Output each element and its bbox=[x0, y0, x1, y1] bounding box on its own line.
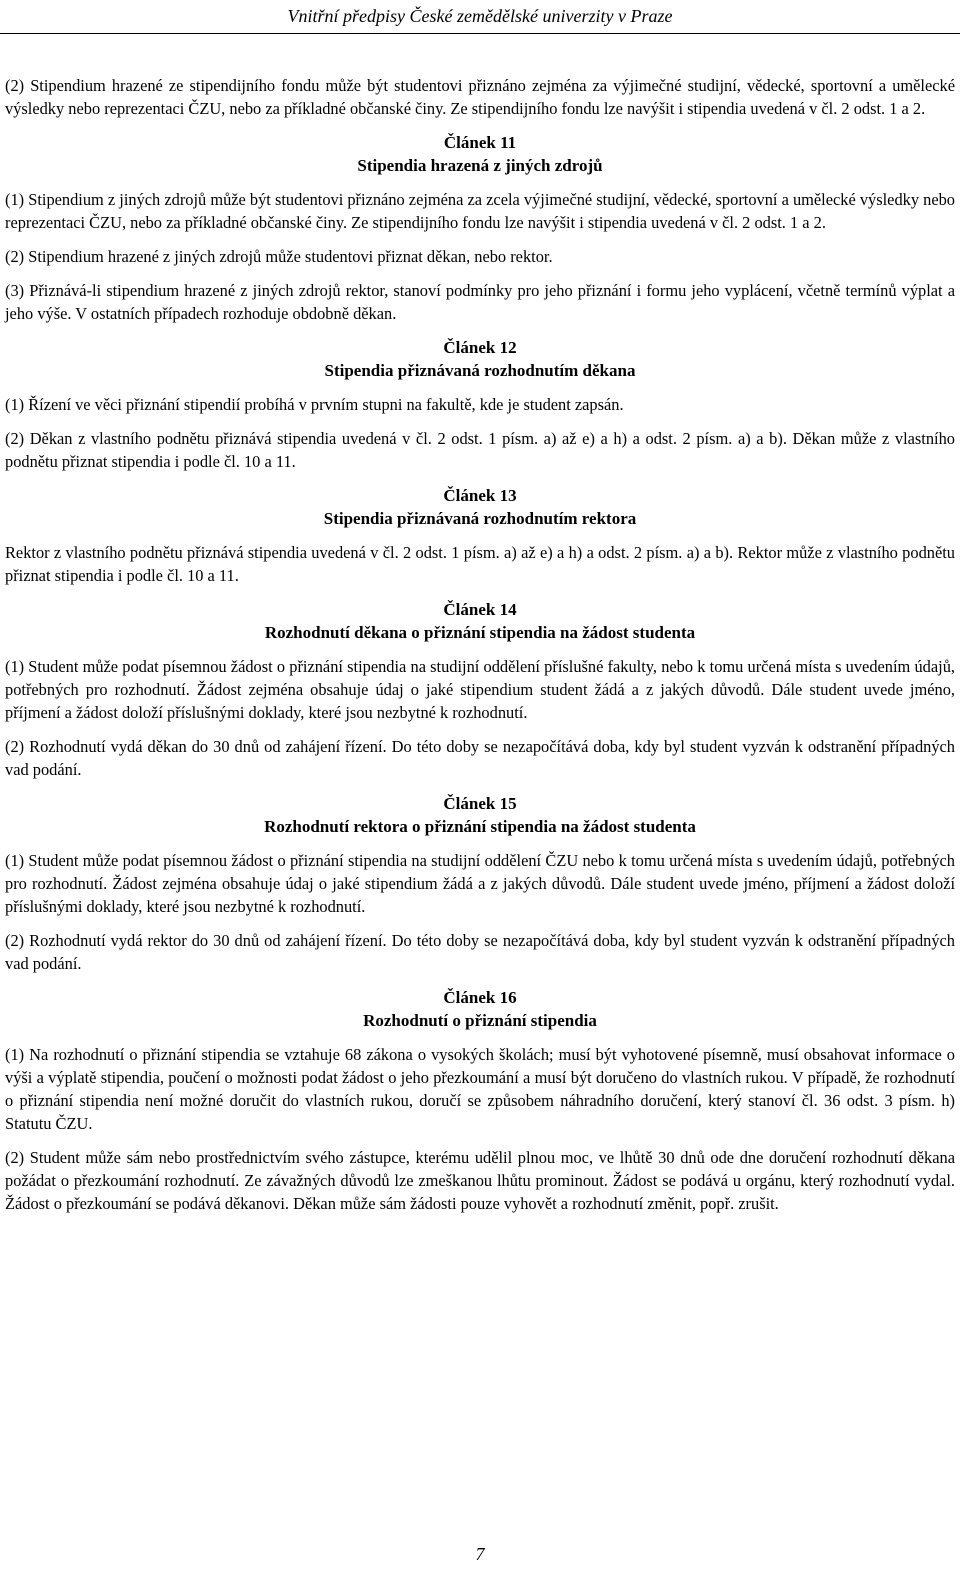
article-number: Článek 15 bbox=[443, 794, 517, 813]
article-title: Rozhodnutí o přiznání stipendia bbox=[363, 1011, 597, 1030]
paragraph: (1) Student může podat písemnou žádost o přiznání stipendia na studijní oddělení ČZU nebo k tomu určená místa s uvedením údajů, potřebných pro rozhodnutí. Žádost zejména obsahuje údaj o jaké stipendium žádá a z jakých důvodů. Dále student uvede jméno, příjmení a žádost doloží příslušnými doklady, které jsou nezbytné k rozhodnutí. bbox=[5, 851, 955, 916]
article-11 bbox=[5, 131, 955, 325]
paragraph: (2) Rozhodnutí vydá rektor do 30 dnů od zahájení řízení. Do této doby se nezapočítává doba, kdy byl student vyzván k odstranění případných vad podání. bbox=[5, 931, 955, 973]
article-16 bbox=[5, 986, 955, 1215]
article-12 bbox=[5, 336, 955, 473]
paragraph: (2) Stipendium hrazené z jiných zdrojů může studentovi přiznat děkan, nebo rektor. bbox=[5, 247, 553, 266]
page-header: Vnitřní předpisy České zemědělské univerzity v Praze bbox=[287, 6, 673, 26]
article-number: Článek 11 bbox=[443, 133, 517, 152]
article-title: Rozhodnutí rektora o přiznání stipendia na žádost studenta bbox=[264, 817, 696, 836]
paragraph: (2) Rozhodnutí vydá děkan do 30 dnů od zahájení řízení. Do této doby se nezapočítává doba, kdy byl student vyzván k odstranění případných vad podání. bbox=[5, 737, 955, 779]
article-title: Stipendia přiznávaná rozhodnutím rektora bbox=[323, 509, 637, 528]
article-number: Článek 16 bbox=[443, 988, 517, 1007]
page-number: 7 bbox=[475, 1544, 485, 1564]
article-title: Stipendia hrazená z jiných zdrojů bbox=[357, 156, 603, 175]
paragraph: (2) Děkan z vlastního podnětu přiznává stipendia uvedená v čl. 2 odst. 1 písm. a) až e) a h) a odst. 2 písm. a) a b). Děkan může z vlastního podnětu přiznat stipendia i podle čl. 10 a 11. bbox=[5, 429, 955, 471]
article-title: Rozhodnutí děkana o přiznání stipendia na žádost studenta bbox=[264, 623, 696, 642]
paragraph: (3) Přiznává-li stipendium hrazené z jiných zdrojů rektor, stanoví podmínky pro jeho přiznání i formu jeho vyplácení, včetně termínů výplat a jeho výše. V ostatních případech rozhoduje obdobně děkan. bbox=[5, 281, 955, 323]
paragraph: Rektor z vlastního podnětu přiznává stipendia uvedená v čl. 2 odst. 1 písm. a) až e) a h) a odst. 2 písm. a) a b). Rektor může z vlastního podnětu přiznat stipendia i podle čl. 10 a 11. bbox=[5, 543, 955, 585]
article-number: Článek 14 bbox=[443, 600, 517, 619]
paragraph: (2) Student může sám nebo prostřednictvím svého zástupce, kterému udělil plnou moc, ve lhůtě 30 dnů ode dne doručení rozhodnutí děkana požádat o přezkoumání rozhodnutí. Ze závažných důvodů lze zmeškanou lhůtu prominout. Žádost se podává u orgánu, který rozhodnutí vydal. Žádost o přezkoumání se podává děkanovi. Děkan může sám žádosti pouze vyhovět a rozhodnutí změnit, popř. zrušit. bbox=[5, 1148, 955, 1213]
article-number: Článek 12 bbox=[443, 338, 517, 357]
article-number: Článek 13 bbox=[443, 486, 517, 505]
article-14 bbox=[5, 598, 955, 781]
paragraph: (1) Řízení ve věci přiznání stipendií probíhá v prvním stupni na fakultě, kde je student zapsán. bbox=[5, 395, 624, 414]
article-13 bbox=[5, 484, 955, 587]
article-15 bbox=[5, 792, 955, 975]
paragraph: (1) Na rozhodnutí o přiznání stipendia se vztahuje 68 zákona o vysokých školách; musí být vyhotovené písemně, musí obsahovat informace o výši a výplatě stipendia, poučení o možnosti podat žádost o jeho přezkoumání a musí být doručeno do vlastních rukou. V případě, že rozhodnutí o přiznání stipendia není možné doručit do vlastních rukou, doručí se způsobem náhradního doručení, který stanoví čl. 36 odst. 3 písm. h) Statutu ČZU. bbox=[5, 1045, 955, 1133]
paragraph: (2) Stipendium hrazené ze stipendijního fondu může být studentovi přiznáno zejména za výjimečné studijní, vědecké, sportovní a umělecké výsledky nebo reprezentaci ČZU, nebo za příkladné občanské činy. Ze stipendijního fondu lze navýšit i stipendia uvedená v čl. 2 odst. 1 a 2. bbox=[5, 76, 955, 118]
article-title: Stipendia přiznávaná rozhodnutím děkana bbox=[324, 361, 636, 380]
header-rule bbox=[0, 33, 960, 34]
paragraph: (1) Stipendium z jiných zdrojů může být studentovi přiznáno zejména za zcela výjimečné studijní, vědecké, sportovní a umělecké výsledky nebo reprezentaci ČZU, nebo za příkladné občanské činy. Ze stipendijního fondu lze navýšit i stipendia uvedená v čl. 2 odst. 1 a 2. bbox=[5, 190, 955, 232]
document-body bbox=[5, 74, 955, 1226]
paragraph: (1) Student může podat písemnou žádost o přiznání stipendia na studijní oddělení příslušné fakulty, nebo k tomu určená místa s uvedením údajů, potřebných pro rozhodnutí. Žádost zejména obsahuje údaj o jaké stipendium student žádá a z jakých důvodů. Dále student uvede jméno, příjmení a žádost doloží příslušnými doklady, které jsou nezbytné k rozhodnutí. bbox=[5, 657, 955, 722]
